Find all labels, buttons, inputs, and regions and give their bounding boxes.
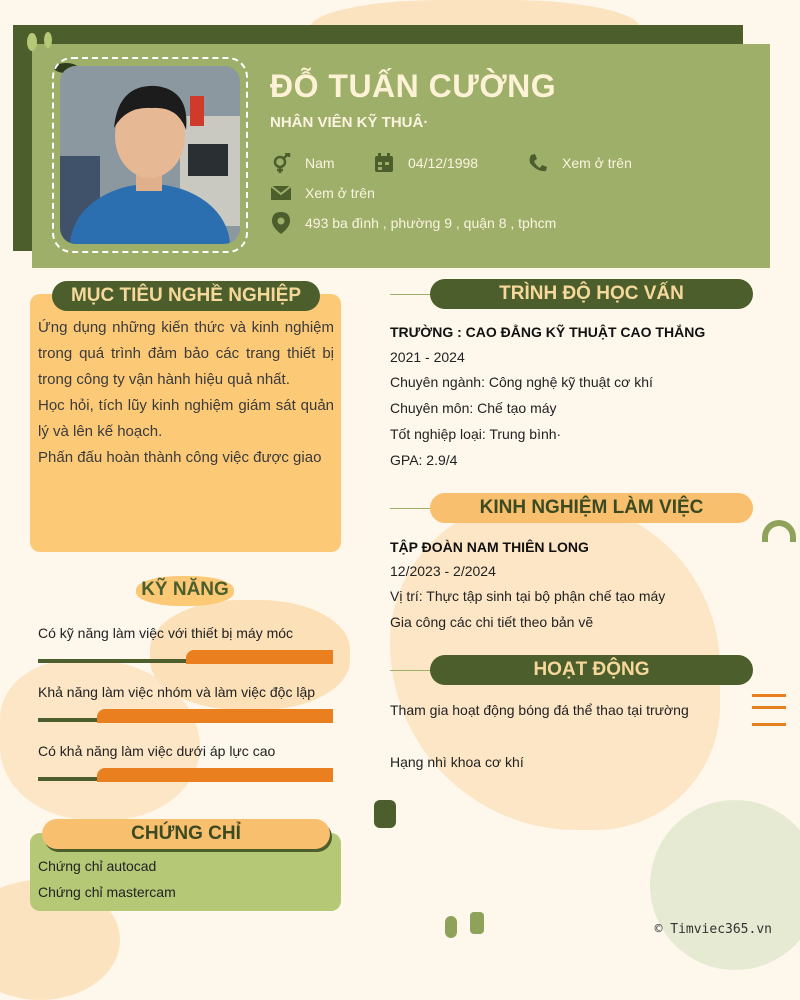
education-gpa: GPA: 2.9/4 — [390, 452, 458, 468]
phone-icon — [527, 152, 549, 174]
skill-label: Có khả năng làm việc dưới áp lực cao — [38, 743, 276, 759]
email-info — [270, 182, 375, 204]
decor-rain-lines — [752, 694, 786, 726]
education-specialty: Chuyên môn: Chế tạo máy — [390, 400, 557, 416]
skill-label: Có kỹ năng làm việc với thiết bị máy móc — [38, 625, 294, 641]
skill-bar-fill — [97, 709, 333, 723]
envelope-icon — [270, 182, 292, 204]
skills-heading: KỸ NĂNG — [141, 579, 229, 600]
decor-leaf-shape — [470, 912, 484, 934]
phone-info — [527, 152, 632, 174]
phone-text: Xem ở trên — [562, 155, 632, 171]
activity-item: Hạng nhì khoa cơ khí — [390, 754, 524, 770]
experience-position: Vị trí: Thực tập sinh tại bộ phận chế tạo máy — [390, 588, 666, 604]
location-pin-icon — [270, 212, 292, 234]
gender-info — [270, 152, 335, 174]
skill-bar-fill — [97, 768, 333, 782]
watermark: © Timviec365.vn — [654, 922, 772, 937]
calendar-icon — [373, 152, 395, 174]
birthday-text: 04/12/1998 — [408, 155, 479, 171]
objective-paragraph: Học hỏi, tích lũy kinh nghiệm giám sát quản lý và lên kế hoạch. — [38, 397, 334, 440]
skill-bar-fill — [186, 650, 334, 664]
decor-arch — [762, 520, 796, 542]
education-heading: TRÌNH ĐỘ HỌC VẤN — [430, 279, 753, 309]
activity-item: Tham gia hoạt động bóng đá thể thao tại trường — [390, 702, 689, 718]
decor-leaf-shape — [374, 800, 396, 828]
candidate-name: ĐỖ TUẤN CƯỜNG — [270, 68, 557, 104]
decor-rain-line — [752, 706, 786, 709]
education-major: Chuyên ngành: Công nghệ kỹ thuật cơ khí — [390, 374, 653, 390]
objective-text — [38, 315, 334, 471]
skill-label: Khả năng làm việc nhóm và làm việc độc lập — [38, 684, 316, 700]
address-text: 493 ba đình , phường 9 , quận 8 , tphcm — [305, 215, 557, 231]
company-name: TẬP ĐOÀN NAM THIÊN LONG — [390, 539, 589, 555]
skill-bar — [38, 768, 333, 782]
objective-paragraph: Phấn đấu hoàn thành công việc được giao — [38, 449, 322, 466]
birthday-info — [373, 152, 478, 174]
certificate-item: Chứng chỉ autocad — [38, 858, 157, 874]
job-title: NHÂN VIÊN KỸ THUÂ· — [270, 114, 429, 131]
address-info — [270, 212, 556, 234]
school-name: TRƯỜNG : CAO ĐẲNG KỸ THUẬT CAO THẮNG — [390, 324, 706, 340]
certificate-item: Chứng chỉ mastercam — [38, 884, 176, 900]
objective-heading: MỤC TIÊU NGHỀ NGHIỆP — [52, 281, 320, 311]
experience-period: 12/2023 - 2/2024 — [390, 563, 496, 579]
gender-text: Nam — [305, 155, 335, 171]
objective-paragraph: Ứng dụng những kiến thức và kinh nghiệm trong quá trình đảm bảo các trang thiết bị trong công ty vận hành hiệu quả nhất. — [38, 319, 334, 388]
skill-bar — [38, 650, 333, 664]
bg-blob — [650, 800, 800, 970]
experience-heading: KINH NGHIỆM LÀM VIỆC — [430, 493, 753, 523]
activities-heading: HOẠT ĐỘNG — [430, 655, 753, 685]
education-grade: Tốt nghiệp loại: Trung bình· — [390, 426, 562, 442]
avatar — [60, 66, 240, 244]
decor-leaf-shape — [445, 916, 457, 938]
skill-bar — [38, 709, 333, 723]
education-period: 2021 - 2024 — [390, 349, 465, 365]
gender-icon — [270, 152, 292, 174]
email-text: Xem ở trên — [305, 185, 375, 201]
certificates-heading: CHỨNG CHỈ — [42, 819, 330, 849]
experience-task: Gia công các chi tiết theo bản vẽ — [390, 614, 594, 630]
